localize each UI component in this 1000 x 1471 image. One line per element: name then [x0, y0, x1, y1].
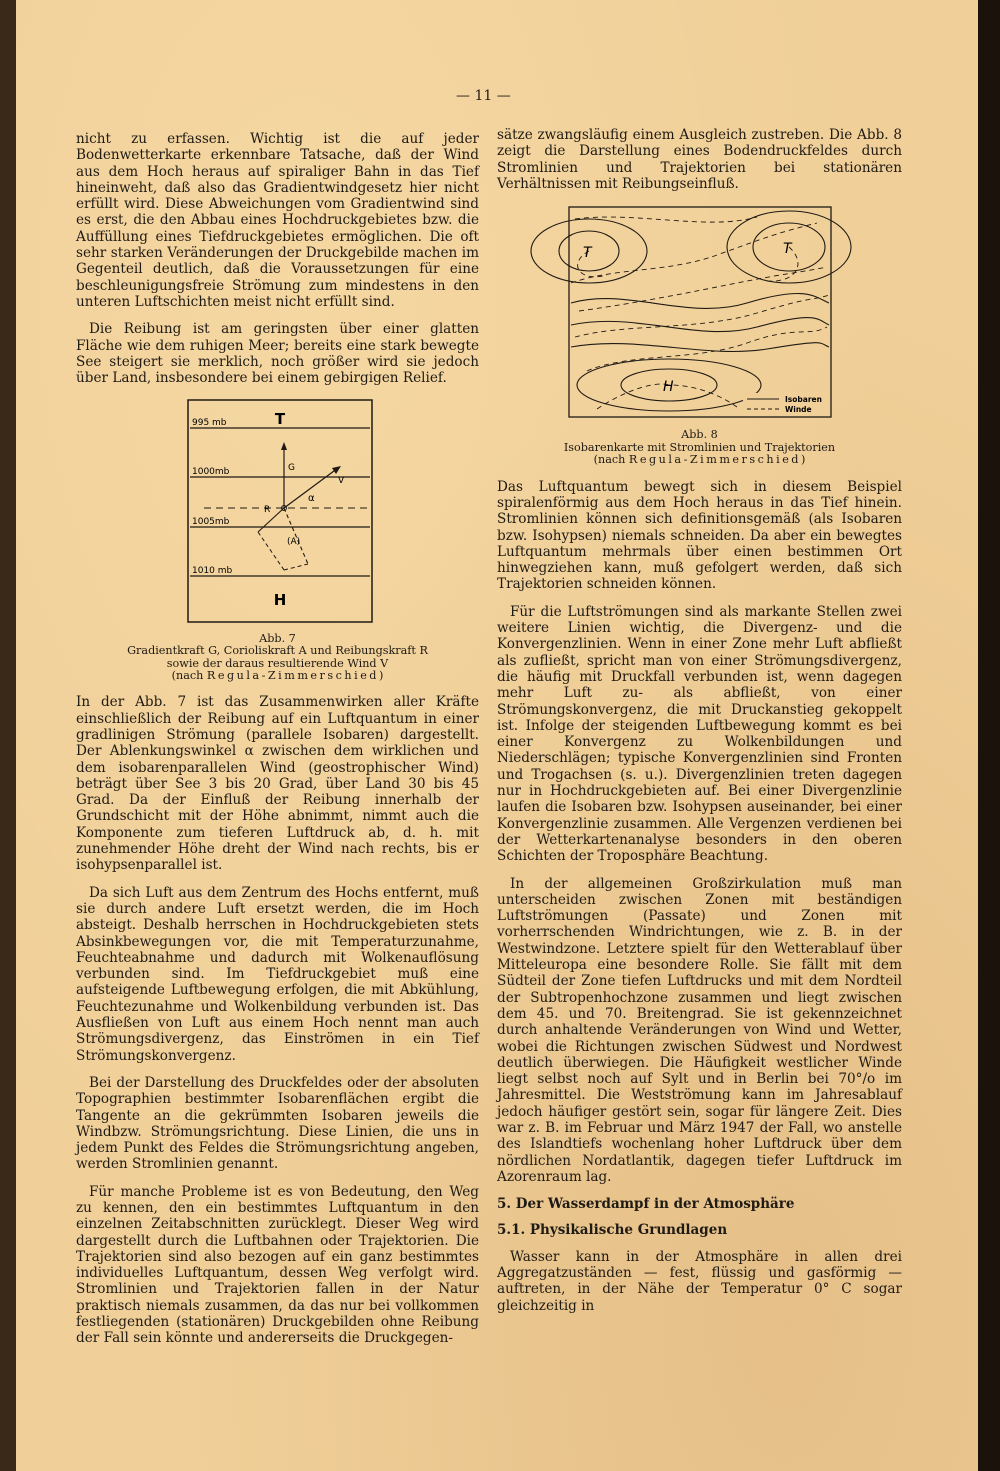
- paragraph: Die Reibung ist am geringsten über einer glatten Fläche wie dem ruhigen Meer; bereits eine stark bewegte See steigert sie merklich, noch größer wird sie jedoch über Land, insbesondere bei einem gebirgigen Relief.: [76, 321, 479, 387]
- paragraph: Das Luftquantum bewegt sich in diesem Beispiel spiralenförmig aus dem Hoch heraus in das Tief hinein. Stromlinien können sich definitionsgemäß (als Isobaren bzw. Isohypsen) niemals schneiden. Da aber ein bewegtes Luftquantum mehrmals über einen bestimmen Ort hinwegziehen kann, muß gefolgert werden, daß sich Trajektorien schneiden können.: [497, 478, 902, 593]
- label-alpha: α: [308, 493, 315, 505]
- label-tief: T: [274, 410, 286, 429]
- label-tief-2: T: [783, 241, 792, 258]
- figure-8: [497, 203, 902, 467]
- figure-7-caption: [76, 633, 479, 683]
- paragraph: Für manche Probleme ist es von Bedeutung, den Weg zu kennen, den ein bestimmtes Luftquantum in den einzelnen Zeitabschnitten zurücklegt. Dieser Weg wird dargestellt durch die Luftbahnen oder Trajektorien. Die Trajektorien sind also bezogen auf ein ganz bestimmtes individuelles Luftquantum, dessen Weg verfolgt wird. Stromlinien und Trajektorien fallen in der Natur praktisch niemals zusammen, da das nur bei vollkommen festliegenden (stationären) Druckgebilden ohne Reibung der Fall sein könnte und andererseits die Druckgegen-: [76, 1183, 479, 1347]
- label-v: V: [338, 476, 345, 487]
- label-hoch: H: [663, 379, 674, 396]
- label-1010: 1010 mb: [192, 566, 233, 577]
- label-g: G: [288, 463, 295, 474]
- figure-7: [76, 398, 479, 682]
- label-tief-1: T: [583, 245, 592, 262]
- caption-source: [76, 670, 479, 682]
- caption-line: Isobarenkarte mit Stromlinien und Trajektorien: [563, 440, 836, 454]
- subsection-heading: 5.1. Physikalische Grundlagen: [497, 1222, 728, 1239]
- legend-isobaren: Isobaren: [785, 395, 822, 405]
- label-1000: 1000mb: [192, 467, 230, 478]
- label-995: 995 mb: [192, 418, 227, 429]
- paragraph: Da sich Luft aus dem Zentrum des Hochs entfernt, muß sie durch andere Luft ersetzt werden, die im Hoch absteigt. Deshalb herrschen in Hochdruckgebieten stets Absinkbewegungen vor, die mit Temperaturzunahme, Feuchteabnahme und dadurch mit Wolkenauflösung verbunden sind. Im Tiefdruckgebiet muß eine aufsteigende Luftbewegung erfolgen, die mit Abkühlung, Feuchtezunahme und Wolkenbildung verbunden ist. Das Ausfließen von Luft aus einem Hoch nennt man auch Strömungsdivergenz, das Einströmen in ein Tief Strömungskonvergenz.: [76, 884, 479, 1064]
- figure-7-diagram: [76, 398, 479, 628]
- construction-line: [258, 532, 284, 570]
- construction-line: [284, 564, 308, 570]
- paragraph: Wasser kann in der Atmosphäre in allen drei Aggregatzuständen — fest, flüssig und gasförmig — auftreten, in der Nähe der Temperatur 0° C sogar gleichzeitig in: [497, 1248, 902, 1314]
- paragraph: nicht zu erfassen. Wichtig ist die auf jeder Bodenwetterkarte erkennbare Tatsache, daß der Wind aus dem Hoch heraus auf spiraliger Bahn in das Tief hineinweht, daß also das Gradientwindgesetz hier nicht erfüllt wird. Diese Abweichungen vom Gradientwind sind es erst, die den Abbau eines Hochdruckgebietes bzw. die Auffüllung eines Tiefdruckgebietes ermöglichen. Die oft sehr starken Veränderungen der Druckgebilde machen im Gegenteil deutlich, daß die Voraussetzungen für eine beschleunigungsfreie Strömung zum mindestens in den unteren Luftschichten meist nicht erfüllt sind.: [76, 131, 479, 310]
- caption-author: Regula-Zimmerschied: [628, 453, 801, 467]
- section-heading: 5. Der Wasserdampf in der Atmosphäre: [497, 1196, 795, 1213]
- caption-prefix: (nach: [593, 453, 629, 467]
- wind-arrowhead: [332, 466, 341, 474]
- label-a: (A): [287, 537, 301, 548]
- book-page: [16, 0, 978, 1471]
- figure-8-frame: [569, 207, 831, 417]
- caption-source: [497, 454, 902, 466]
- left-column: [76, 131, 479, 1358]
- left-page-edge: [0, 0, 16, 1471]
- figure-8-diagram: [497, 203, 902, 425]
- paragraph: Bei der Darstellung des Druckfeldes oder der absoluten Topographien bestimmter Isobarenflächen ergibt die Tangente an die gekrümmten Isobaren jeweils die Windbzw. Strömungsrichtung. Diese Linien, die uns in jedem Punkt des Feldes die Strömungsrichtung angeben, werden Stromlinien genannt.: [76, 1074, 479, 1173]
- paragraph: In der Abb. 7 ist das Zusammenwirken aller Kräfte einschließlich der Reibung auf ein Luftquantum in einer gradlinigen Strömung (parallele Isobaren) dargestellt. Der Ablenkungswinkel α zwischen dem wirklichen und dem isobarenparallelen Wind (geostrophischer Wind) beträgt über See 3 bis 20 Grad, über Land 30 bis 45 Grad. Da der Einfluß der Reibung innerhalb der Grundschicht mit der Höhe abnimmt, nimmt auch die Komponente zum tieferen Luftdruck ab, d. h. mit zunehmender Höhe dreht der Wind nach rechts, bis er isohypsenparallel ist.: [76, 694, 479, 874]
- paragraph: Für die Luftströmungen sind als markante Stellen zwei weitere Linien wichtig, die Divergenz- und die Konvergenzlinien. Wenn in einer Zone mehr Luft abfließt als zufließt, spricht man von einer Strömungsdivergenz, die häufig mit Druckfall verbunden ist, wenn dagegen mehr Luft zu- als abfließt, von einer Strömungskonvergenz, die mit Druckanstieg gekoppelt ist. Infolge der steigenden Luftbewegung kommt es bei einer Konvergenz zu Wolkenbildungen und Niederschlägen; typische Konvergenzlinien sind Fronten und Trogachsen (s. u.). Divergenzlinien treten dagegen nur in Hochdruckgebieten auf. Bei einer Divergenzlinie laufen die Isobaren bzw. Isohypsen auseinander, bei einer Konvergenzlinie zusammen. Alle Vergenzen verdienen bei der Wetterkartenanalyse besonders in den oberen Schichten der Troposphäre Beachtung.: [497, 603, 902, 865]
- book-binding: [978, 0, 1000, 1471]
- paragraph: In der allgemeinen Großzirkulation muß man unterscheiden zwischen Zonen mit beständigen Luftströmungen (Passate) und Zonen mit vorherrschenden Windrichtungen, wie z. B. in der Westwindzone. Letztere spielt für den Wetterablauf über Mitteleuropa eine besondere Rolle. Sie fällt mit dem Südteil der Zone tiefen Luftdrucks und mit dem Nordteil der Subtropenhochzone zusammen und liegt zwischen dem 45. und 70. Breitengrad. Sie ist gekennzeichnet durch anhaltende Veränderungen von Wind und Wetter, wobei die Richtungen zwischen Südwest und Nordwest deutlich überwiegen. Die Häufigkeit westlicher Winde liegt selbst noch auf Sylt und in Berlin bei 70°/o im Jahresmittel. Die Westströmung kann im Jahresablauf jedoch häufiger gestört sein, sogar für längere Zeit. Dies war z. B. im Februar und März 1947 der Fall, wo anstelle des Islandtiefs wochenlang hoher Luftdruck über dem nördlichen Nordatlantik, dagegen tiefer Luftdruck im Azorenraum lag.: [497, 875, 902, 1185]
- caption-author: Regula-Zimmerschied: [206, 668, 379, 682]
- caption-suffix: ): [800, 453, 806, 467]
- caption-suffix: ): [378, 668, 384, 682]
- label-hoch: H: [273, 591, 287, 610]
- label-1005: 1005mb: [192, 517, 230, 528]
- coriolis-vector: [284, 508, 308, 564]
- gradient-arrowhead: [281, 442, 287, 450]
- caption-line: sowie der daraus resultierende Wind V: [166, 656, 389, 670]
- caption-title: Abb. 7: [259, 631, 296, 645]
- right-column: [497, 127, 902, 1325]
- paragraph: sätze zwangsläufig einem Ausgleich zustreben. Die Abb. 8 zeigt die Darstellung eines Bodendruckfeldes durch Stromlinien und Trajektorien bei stationären Verhältnissen mit Reibungseinfluß.: [497, 127, 902, 192]
- caption-title: Abb. 8: [681, 428, 718, 442]
- legend-winde: Winde: [785, 405, 812, 415]
- label-r: R: [264, 505, 271, 516]
- caption-prefix: (nach: [171, 668, 207, 682]
- friction-vector: [258, 508, 284, 532]
- caption-line: Gradientkraft G, Corioliskraft A und Reibungskraft R: [127, 644, 428, 658]
- page-number: — 11 —: [456, 88, 511, 104]
- figure-8-caption: [497, 429, 902, 466]
